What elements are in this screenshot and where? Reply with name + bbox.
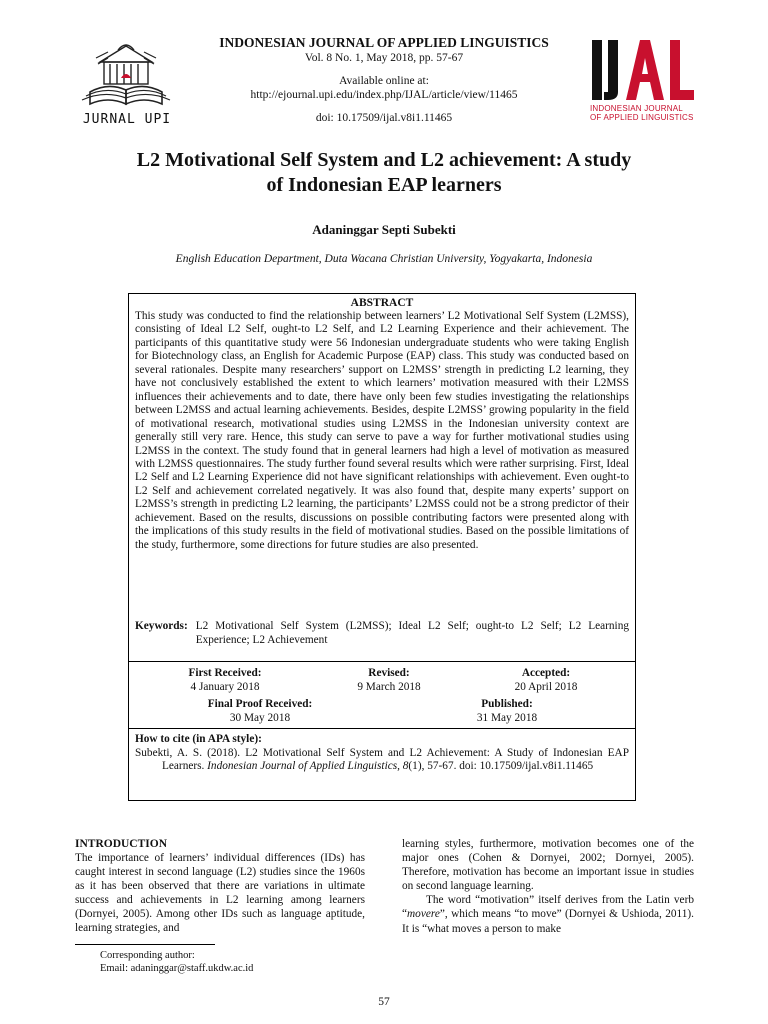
- article-title: [80, 148, 688, 198]
- abstract-heading: ABSTRACT: [350, 297, 414, 309]
- introduction-right-column: [402, 837, 694, 936]
- abstract-box: [128, 293, 636, 801]
- abstract-section: [135, 297, 629, 552]
- book-building-icon: [68, 38, 186, 112]
- introduction-paragraph-1: The importance of learners’ individual differences (IDs) has caught interest in second language (L2) studies since the 1960s as it has been observed that there are variations in ultimate success and achievements in L2 learning among learners (Dornyei, 2005). Among other IDs such as language aptitude, learning strategies, and: [75, 852, 365, 935]
- ijal-logo-caption: [590, 104, 700, 122]
- introduction-left-column: [75, 837, 365, 936]
- volume-info: Vol. 8 No. 1, May 2018, pp. 57-67: [304, 52, 464, 64]
- accepted-label: Accepted:: [521, 667, 571, 679]
- introduction-heading: INTRODUCTION: [75, 838, 168, 850]
- keywords-text: L2 Motivational Self System (L2MSS); Ideal L2 Self; ought-to L2 Self; L2 Learning Experience; L2 Achievement: [195, 620, 629, 646]
- keywords-label: Keywords:: [135, 620, 188, 632]
- footnote-email[interactable]: Email: adaninggar@staff.ukdw.ac.id: [100, 963, 254, 974]
- author-name: Adaninggar Septi Subekti: [312, 222, 456, 237]
- citation-issue-doi: (1), 57-67. doi: 10.17509/ijal.v8i1.11465: [408, 760, 594, 772]
- revised-label: Revised:: [368, 667, 410, 679]
- intro-p2-text-b: ”, which means “to move” (Dornyei & Ushioda, 2011). It is “what moves a person to make: [402, 908, 694, 935]
- title-line-1: L2 Motivational Self System and L2 achievement: A study: [136, 149, 632, 171]
- citation: [135, 733, 629, 774]
- journal-header: [190, 35, 578, 125]
- available-online: Available online at:: [339, 75, 429, 87]
- introduction-paragraph-2: [402, 893, 694, 935]
- intro-p2-latin-word: movere: [407, 908, 440, 921]
- introduction-paragraph-1-cont: learning styles, furthermore, motivation becomes one of the major ones (Cohen & Dornyei, 2002; Dornyei, 2005). Therefore, motivation has become an important issue in studies on second language learning.: [402, 838, 694, 893]
- revised-date: 9 March 2018: [357, 680, 421, 693]
- citation-body: [135, 747, 629, 774]
- first-received-date: 4 January 2018: [190, 680, 260, 693]
- citation-journal: Indonesian Journal of Applied Linguistics, 8: [207, 760, 409, 772]
- page-number: 57: [378, 996, 390, 1008]
- keywords: [135, 620, 629, 647]
- jurnal-upi-logo: [68, 38, 186, 128]
- footnote-label: Corresponding author:: [100, 950, 195, 961]
- citation-heading: How to cite (in APA style):: [135, 733, 262, 745]
- citation-text: Subekti, A. S. (2018). L2 Motivational Self System and L2 Achievement: A Study of Indonesian EAP Learners.: [135, 746, 629, 772]
- journal-name: INDONESIAN JOURNAL OF APPLIED LINGUISTICS: [219, 35, 549, 50]
- abstract-divider: [129, 661, 635, 662]
- intro-p2-text-a: The word “motivation” itself derives from the Latin verb “: [402, 894, 694, 921]
- published-date: 31 May 2018: [476, 711, 538, 724]
- accepted-date: 20 April 2018: [514, 680, 578, 693]
- ijal-monogram-icon: [588, 38, 698, 102]
- article-url[interactable]: http://ejournal.upi.edu/index.php/IJAL/article/view/11465: [250, 89, 518, 101]
- final-proof-label: Final Proof Received:: [207, 698, 313, 710]
- corresponding-author-footnote: [100, 949, 253, 975]
- ijal-caption-line1: INDONESIAN JOURNAL: [590, 104, 683, 113]
- ijal-logo: [588, 38, 698, 130]
- title-line-2: of Indonesian EAP learners: [266, 174, 502, 196]
- published-label: Published:: [481, 698, 533, 710]
- article-doi[interactable]: doi: 10.17509/ijal.v8i1.11465: [315, 112, 453, 124]
- first-received-label: First Received:: [188, 667, 262, 679]
- abstract-text: This study was conducted to find the relationship between learners’ L2 Motivational Self System (L2MSS), consisting of Ideal L2 Self, ought-to L2 Self, and L2 Learning Experience and their achievement. The participants of this quantitative study were 56 Indonesian undergraduate students who were taking English for Biotechnology class, an English for Academic Purpose (EAP) class. This study was conducted based on several rationales. Despite many researchers’ support on L2MSS’ strength in predicting L2 learning, they have not conclusively established the extent to which learners’ motivation measured with their L2MSS influences their achievements and to date, there have only been few studies investigating the relationships between L2MSS and actual learning achievements. Besides, despite L2MSS’ growing popularity in the field of motivational research, motivational studies using L2MSS in the Indonesian university context are generally still very rare. Hence, this study can serve to pave a way for further motivational studies using L2MSS in the context. The study found that in general learners had high a level of motivation as measured with L2MSS questionnaires. The study further found several results which were rather surprising. First, Ideal L2 Self and L2 Learning Experience did not have significant relationships with achievement. Even ought-to L2 Self and achievement correlated negatively. It was also found that, despite many experts’ support on L2MSS’s strength in predicting L2 learning, the participants’ L2MSS could not be a strong predictor of their achievement. Based on the results, discussions on possible contributing factors were presented along with the implications of this study results in the field of motivational studies. Based on the possible limitations of the study, furthermore, some directions for future studies are also presented.: [135, 310, 629, 551]
- author-affiliation: English Education Department, Duta Wacana Christian University, Yogyakarta, Indonesia: [175, 253, 593, 265]
- article-dates: [135, 667, 629, 725]
- dates-divider: [129, 728, 635, 729]
- footnote-rule: [75, 944, 215, 945]
- jurnal-upi-logo-text: JURNAL UPI: [82, 112, 172, 127]
- ijal-caption-line2: OF APPLIED LINGUISTICS: [590, 113, 694, 122]
- final-proof-date: 30 May 2018: [229, 711, 291, 724]
